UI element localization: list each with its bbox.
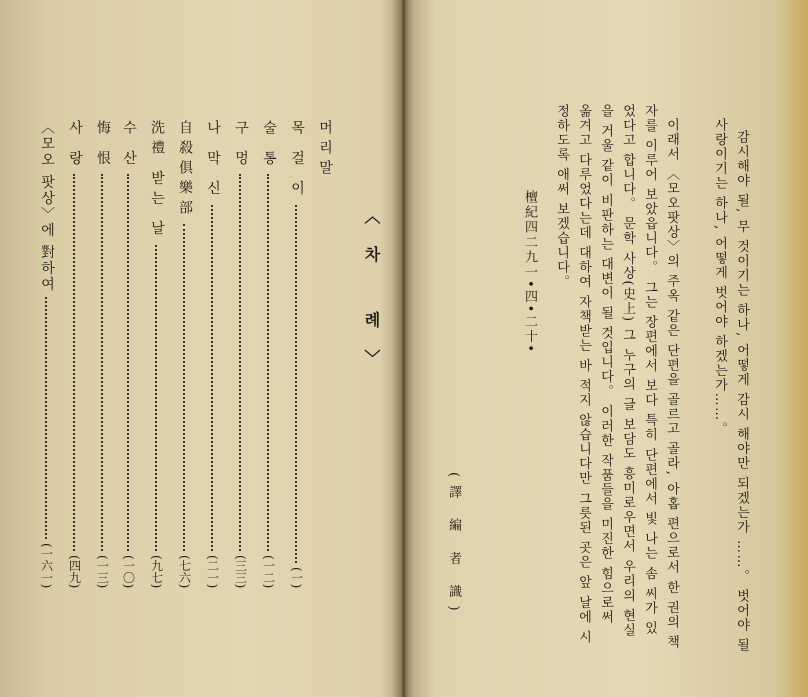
toc-item — [316, 120, 334, 588]
toc-item-page: (一) — [289, 566, 304, 588]
preface-line: 사랑이기는 하나, 어떻게 벗어야 하겠는가……。 — [712, 118, 727, 437]
toc-leader-dots — [211, 205, 215, 551]
toc-item — [66, 120, 84, 588]
toc-item-title: 구 멍 — [233, 120, 249, 171]
toc-item — [176, 120, 194, 588]
preface-date: 檀紀四二九一•四•二十• — [522, 190, 537, 355]
toc-item-title: 술 통 — [261, 120, 277, 171]
preface-line: 정하도록 애써 보겠습니다。 — [554, 104, 569, 290]
toc-leader-dots — [267, 174, 271, 550]
toc-item — [148, 120, 166, 588]
toc-leader-dots — [239, 174, 243, 550]
preface-line: 감시해야 될, 무 것이기는 하나, 어떻게 감시 해야만 되겠는가 ……。 벗어야 될 — [734, 130, 749, 653]
toc-item-page: (四九) — [67, 554, 82, 588]
toc-item-title: 나 막 신 — [205, 120, 221, 201]
toc-item — [120, 120, 138, 588]
preface-line: 이래서 〈모오팟상〉의 주옥 같은 단편을 골르고 골라, 아홉 편으로서 한 권의 책 — [664, 118, 679, 650]
toc-item — [260, 120, 278, 588]
toc-item — [288, 120, 306, 588]
book-binding — [392, 0, 414, 697]
toc-item-page: (二一) — [205, 554, 220, 588]
toc-item — [204, 120, 222, 588]
toc-item-title: 목 걸 이 — [289, 120, 305, 201]
preface-line: 었다고 합니다。 문학 사상(史上) 그 누구의 글 보담도 흥미로우면서 우리의 현실 — [620, 104, 635, 638]
toc-item-page: (一〇) — [121, 554, 136, 588]
preface-line: 자를 이루어 보았읍니다。 그는 장편에서 보다 특히 단편에서 빛 나는 솜 씨가 있 — [642, 104, 657, 636]
toc-item-page: (一六一) — [39, 542, 54, 588]
toc-item-page: (一三) — [95, 554, 110, 588]
toc-item — [38, 120, 56, 588]
toc-item-title: 洗禮 받는 날 — [149, 120, 165, 241]
toc-item-page: (七六) — [177, 554, 192, 588]
toc-leader-dots — [295, 205, 299, 563]
preface-line: 옮겨고 다루었다는데 대하여 자책받는 바 적지 않습니다만 그릇된 곳은 앞 날에 시 — [576, 104, 591, 645]
preface-line: 을 거울 같이 비판하는 대변이 될 것입니다。 이러한 작품들을 미진한 힘으로써 — [598, 104, 613, 625]
toc-item-page: (九七) — [149, 554, 164, 588]
toc-item — [232, 120, 250, 588]
toc-item-title: 悔 恨 — [95, 120, 111, 171]
toc-leader-dots — [101, 174, 105, 550]
toc-item-title: 사 랑 — [67, 120, 83, 171]
toc-item-title: 머리말 — [317, 120, 333, 180]
toc-item-title: 수 산 — [121, 120, 137, 171]
toc-item-page: (三三) — [233, 554, 248, 588]
toc-item-page: (一二) — [261, 554, 276, 588]
toc-leader-dots — [45, 297, 49, 539]
toc-leader-dots — [155, 245, 159, 551]
toc-item — [94, 120, 112, 588]
toc-item-title: 自殺俱樂部 — [177, 120, 193, 220]
toc-leader-dots — [127, 174, 131, 550]
toc-heading: 〈차 례〉 — [362, 208, 381, 388]
translator-signature: (譯 編 者 識) — [446, 472, 461, 619]
toc-leader-dots — [73, 174, 77, 550]
toc-item-title: 〈모오 팟상〉에 對하여 — [39, 120, 55, 293]
toc-leader-dots — [183, 224, 187, 551]
